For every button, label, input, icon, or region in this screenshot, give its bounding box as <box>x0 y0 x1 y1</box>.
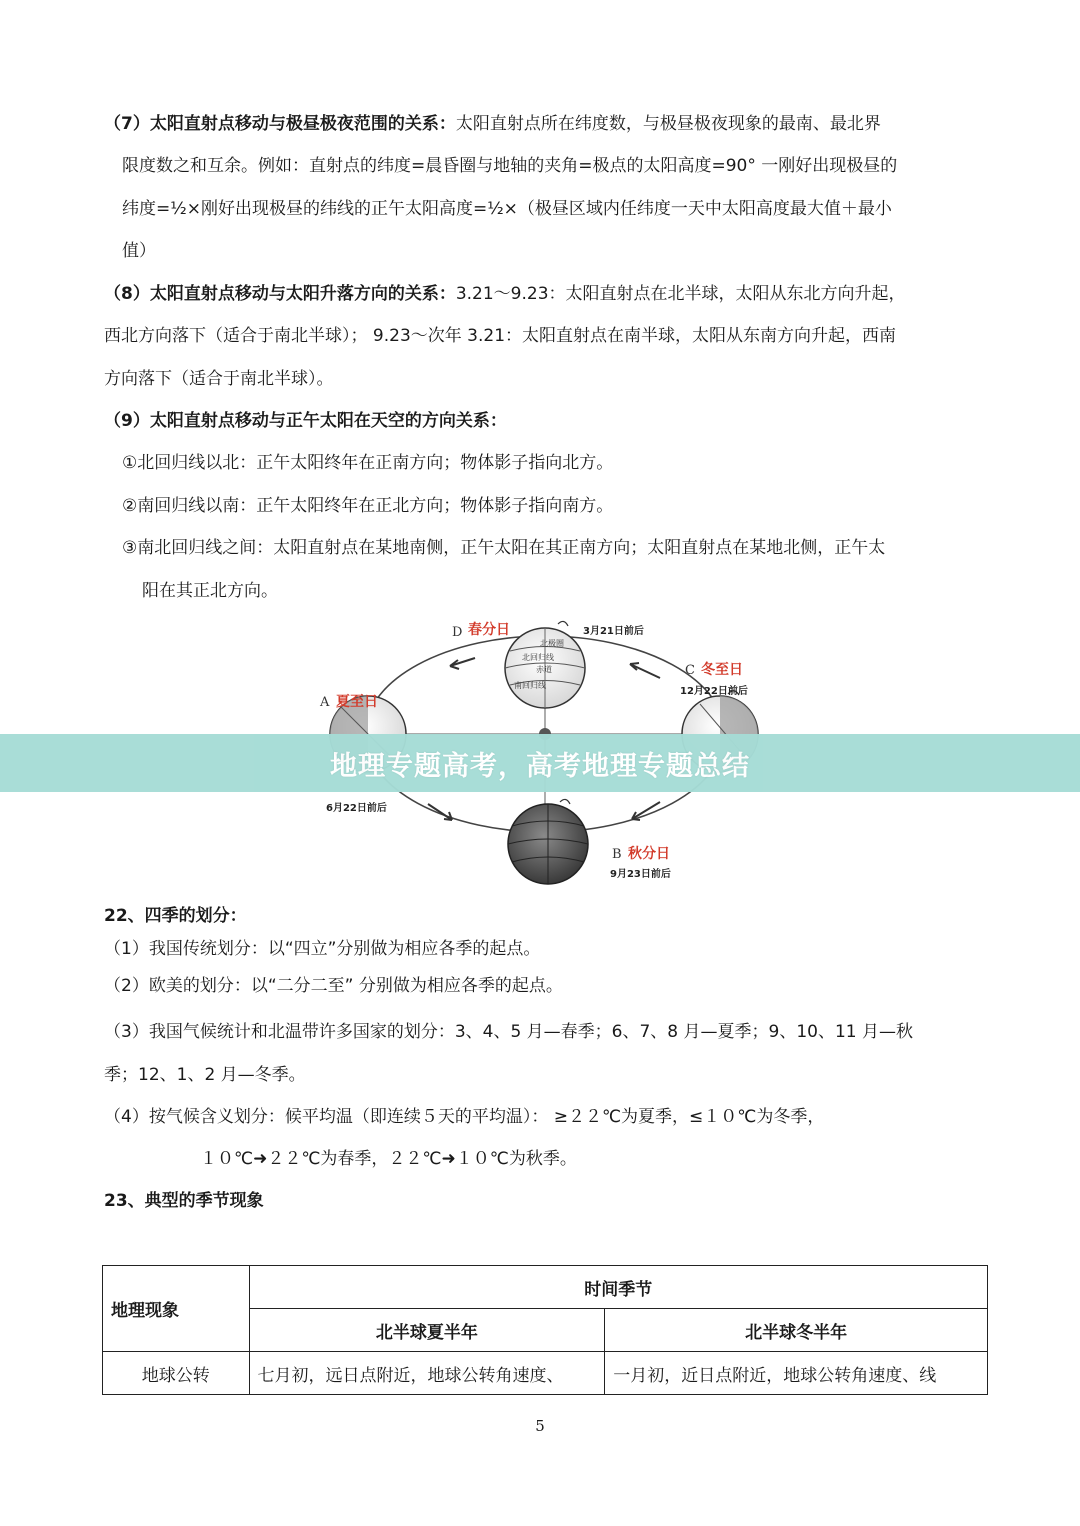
table-cell-summer: 七月初，远日点附近，地球公转角速度、 <box>249 1352 605 1395</box>
para7-line1 <box>104 113 881 135</box>
para9-item3-line2: 阳在其正北方向。 <box>142 581 278 601</box>
a-date: 6月22日前后 <box>326 803 387 814</box>
sec22-title: 22、四季的划分： <box>104 906 247 926</box>
para7-line1-text: 太阳直射点所在纬度数，与极昼极夜现象的最南、最北界 <box>455 114 881 134</box>
sec22-p4-line2: １０℃➜２２℃为春季，２２℃➜１０℃为秋季。 <box>200 1149 577 1169</box>
para9-item1: ①北回归线以北：正午太阳终年在正南方向；物体影子指向北方。 <box>122 453 614 473</box>
globe-d-label-tropic-s: 南回归线 <box>514 681 546 690</box>
table-header-winter-half: 北半球冬半年 <box>605 1309 988 1352</box>
d-date: 3月21日前后 <box>583 626 644 637</box>
b-label: 秋分日 <box>628 846 670 862</box>
season-phenomena-table <box>102 1265 988 1395</box>
table-cell-phenomenon: 地球公转 <box>103 1352 250 1395</box>
para8-line1 <box>104 283 906 305</box>
b-letter: B <box>612 847 622 862</box>
table-header-row <box>103 1266 988 1309</box>
sec22-p2: （2）欧美的划分：以“二分二至” 分别做为相应各季的起点。 <box>104 976 563 996</box>
globe-d-label-tropic-n: 北回归线 <box>522 653 554 662</box>
para7-line3: 纬度=½×刚好出现极昼的纬线的正午太阳高度=½×（极昼区域内任纬度一天中太阳高度最大值＋最小 <box>122 199 892 219</box>
table-cell-winter: 一月初，近日点附近，地球公转角速度、线 <box>605 1352 988 1395</box>
c-label: 冬至日 <box>701 662 743 678</box>
para9-heading: （9）太阳直射点移动与正午太阳在天空的方向关系： <box>104 411 507 431</box>
sec22-p3-line2: 季；12、1、2 月—冬季。 <box>104 1065 306 1085</box>
para7-line4: 值） <box>122 241 156 261</box>
c-date: 12月22日前后 <box>680 686 748 697</box>
globe-b-icon <box>508 799 588 884</box>
table-header-phenomenon: 地理现象 <box>103 1266 250 1352</box>
page-number: 5 <box>535 1417 545 1435</box>
banner-title: 地理专题高考，高考地理专题总结 <box>330 750 750 782</box>
d-letter: D <box>452 625 463 640</box>
para8-heading: （8）太阳直射点移动与太阳升落方向的关系： <box>104 284 456 304</box>
table-row <box>103 1352 988 1395</box>
table-header-time-season: 时间季节 <box>249 1266 987 1309</box>
sec22-p3-line1: （3）我国气候统计和北温带许多国家的划分：3、4、5 月—春季；6、7、8 月—夏季；9、10、11 月—秋 <box>104 1022 914 1042</box>
para8-line3: 方向落下（适合于南北半球）。 <box>104 369 334 389</box>
b-date: 9月23日前后 <box>610 869 671 880</box>
para9-item3-line1: ③南北回归线之间：太阳直射点在某地南侧，正午太阳在其正南方向；太阳直射点在某地北侧，正午太 <box>122 538 886 558</box>
sec22-p1: （1）我国传统划分：以“四立”分别做为相应各季的起点。 <box>104 939 541 959</box>
title-banner <box>0 734 1080 792</box>
globe-d-label-equator: 赤道 <box>536 665 552 674</box>
a-label: 夏至日 <box>336 694 378 710</box>
sec23-title: 23、典型的季节现象 <box>104 1191 264 1211</box>
a-letter: A <box>320 695 330 710</box>
d-label: 春分日 <box>468 622 510 638</box>
para8-line2: 西北方向落下（适合于南北半球）； 9.23～次年 3.21：太阳直射点在南半球，太阳从东南方向升起，西南 <box>104 326 897 346</box>
table-header-summer-half: 北半球夏半年 <box>249 1309 605 1352</box>
para8-line1-text: 3.21～9.23：太阳直射点在北半球，太阳从东北方向升起， <box>455 284 906 304</box>
globe-d-label-arctic: 北极圈 <box>540 639 564 648</box>
sec22-p4-line1: （4）按气候含义划分：候平均温（即连续５天的平均温）： ≥２２℃为夏季，≤１０℃为冬季， <box>104 1107 825 1127</box>
para7-line2: 限度数之和互余。例如：直射点的纬度=晨昏圈与地轴的夹角=极点的太阳高度=90° 一刚好出现极昼的 <box>122 156 898 176</box>
para9-item2: ②南回归线以南：正午太阳终年在正北方向；物体影子指向南方。 <box>122 496 614 516</box>
c-letter: C <box>685 663 695 678</box>
para7-heading: （7）太阳直射点移动与极昼极夜范围的关系： <box>104 114 456 134</box>
